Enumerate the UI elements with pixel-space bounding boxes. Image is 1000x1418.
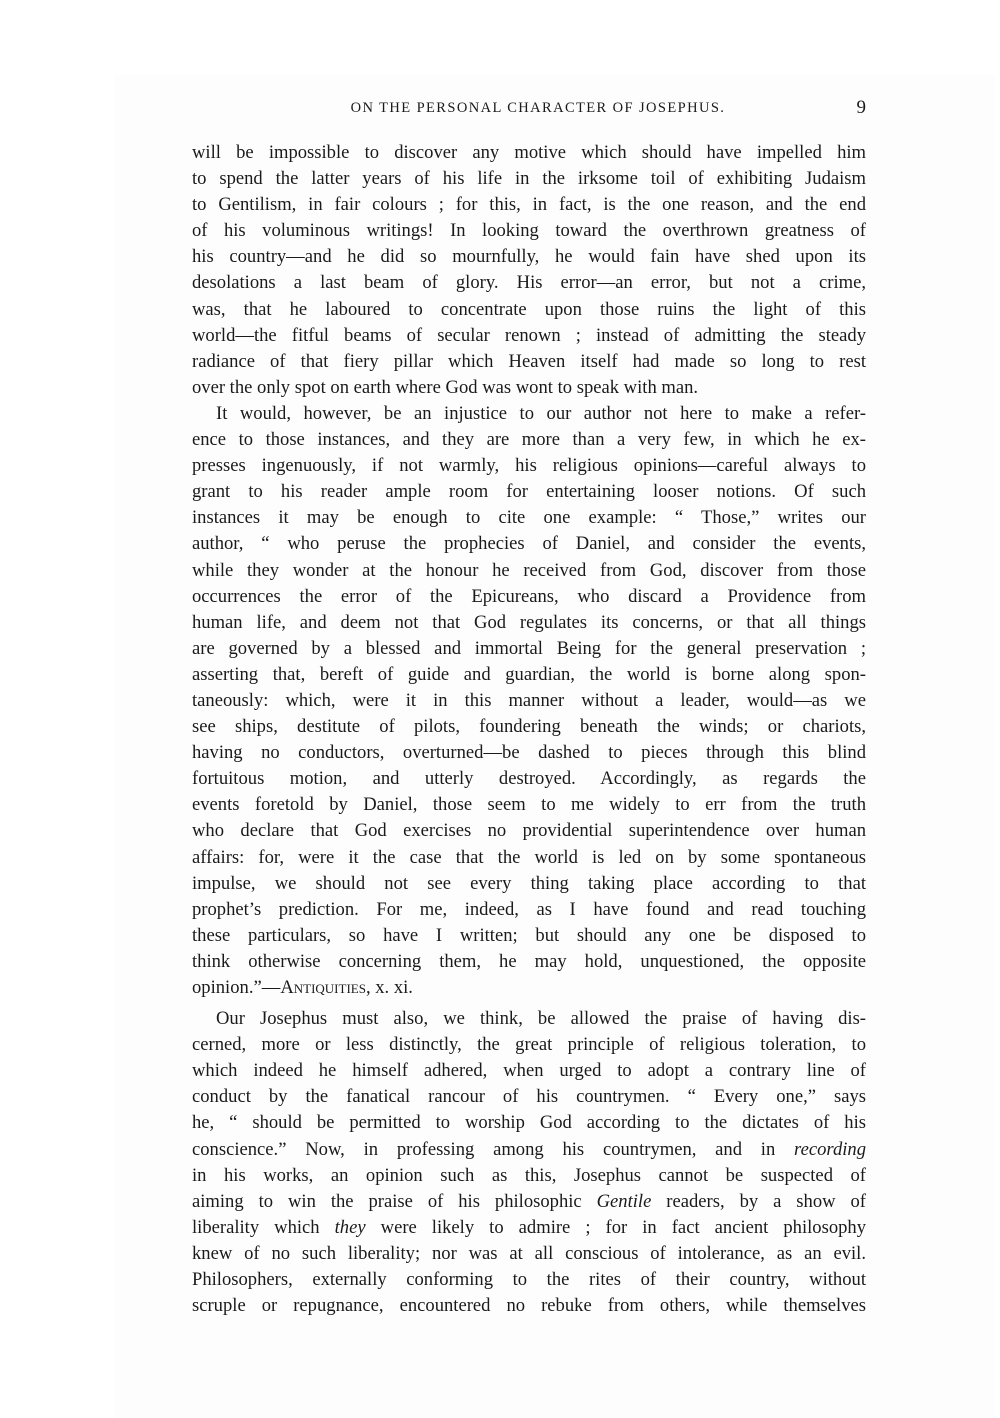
text-line: to Gentilism, in fair colours ; for this, in fact, is the one reason, and the end xyxy=(192,194,866,216)
text-line: while they wonder at the honour he received from God, discover from those xyxy=(192,559,866,581)
emphasis-gentile: Gentile xyxy=(596,1190,652,1212)
text-line: presses ingenuously, if not warmly, his religious opinions—careful always to xyxy=(192,455,866,477)
text-line: he, “ should be permitted to worship God according to the dictates of his xyxy=(192,1112,866,1134)
text-line: who declare that God exercises no providential superintendence over human xyxy=(192,820,866,842)
text-line: over the only spot on earth where God was wont to speak with man. xyxy=(192,376,699,398)
paragraph-1 xyxy=(192,140,866,401)
text-line: desolations a last beam of glory. His error—an error, but not a crime, xyxy=(192,272,866,294)
text-line: will be impossible to discover any motive which should have impelled him xyxy=(192,142,866,163)
paragraph-3 xyxy=(192,1006,866,1319)
body-text xyxy=(192,140,866,1319)
emphasis-they: they xyxy=(334,1216,366,1238)
text-line: world—the fitful beams of secular renown ; instead of admitting the steady xyxy=(192,324,866,346)
text-line: these particulars, so have I written; but should any one be disposed to xyxy=(192,924,866,946)
text-line: was, that he laboured to concentrate upon those ruins the light of this xyxy=(192,298,866,320)
text-line: to spend the latter years of his life in the irksome toil of exhibiting Judaism xyxy=(192,168,866,190)
text-line: affairs: for, were it the case that the world is led on by some spontaneous xyxy=(192,846,866,868)
page-number: 9 xyxy=(856,97,866,118)
text-segment: conscience.” Now, in professing among his countrymen, and in xyxy=(192,1138,795,1160)
text-line xyxy=(192,1215,866,1241)
text-line: taneously: which, were it in this manner without a leader, would—as we xyxy=(192,689,866,711)
text-line: scruple or repugnance, encountered no rebuke from others, while themselves xyxy=(192,1295,866,1317)
text-line: conduct by the fanatical rancour of his countrymen. “ Every one,” says xyxy=(192,1086,866,1108)
text-line: instances it may be enough to cite one example: “ Those,” writes our xyxy=(192,507,866,529)
emphasis-recording: recording xyxy=(794,1138,866,1160)
text-line: impulse, we should not see every thing taking place according to that xyxy=(192,872,866,894)
text-line: radiance of that fiery pillar which Heaven itself had made so long to rest xyxy=(192,350,866,372)
text-line: prophet’s prediction. For me, indeed, as I have found and read touching xyxy=(192,898,866,920)
text-line: ence to those instances, and they are more than a very few, in which he ex- xyxy=(192,429,866,451)
text-line: cerned, more or less distinctly, the great principle of religious toleration, to xyxy=(192,1034,866,1056)
text-line: Our Josephus must also, we think, be allowed the praise of having dis- xyxy=(216,1008,866,1030)
text-line: human life, and deem not that God regulates its concerns, or that all things xyxy=(192,611,866,633)
text-line: see ships, destitute of pilots, foundering beneath the winds; or chariots, xyxy=(192,716,866,738)
citation-title: Antiquities xyxy=(280,977,366,998)
text-line: in his works, an opinion such as this, Josephus cannot be suspected of xyxy=(192,1164,866,1186)
text-line: are governed by a blessed and immortal Being for the general preservation ; xyxy=(192,637,866,659)
text-segment: liberality which xyxy=(192,1216,335,1238)
text-segment: aiming to win the praise of his philosophic xyxy=(192,1190,597,1212)
text-line: of his voluminous writings! In looking toward the overthrown greatness of xyxy=(192,220,866,242)
text-line: asserting that, bereft of guide and guardian, the world is borne along spon- xyxy=(192,663,866,685)
text-line: his country—and he did so mournfully, he would fain have shed upon its xyxy=(192,246,866,268)
text-segment: readers, by a show of xyxy=(651,1190,866,1212)
text-line: grant to his reader ample room for entertaining looser notions. Of such xyxy=(192,481,866,503)
text-line: author, “ who peruse the prophecies of Daniel, and consider the events, xyxy=(192,533,866,555)
text-line: occurrences the error of the Epicureans, who discard a Providence from xyxy=(192,585,866,607)
citation-ref: , x. xi. xyxy=(365,977,413,998)
text-line xyxy=(192,1189,866,1215)
citation-line xyxy=(192,975,866,1001)
running-head xyxy=(192,97,866,122)
text-line: Philosophers, externally conforming to the rites of their country, without xyxy=(192,1269,866,1291)
text-line: think otherwise concerning them, he may hold, unquestioned, the opposite xyxy=(192,950,866,972)
text-segment: were likely to admire ; for in fact ancient philosophy xyxy=(365,1216,867,1238)
paragraph-2 xyxy=(192,401,866,1001)
text-line: It would, however, be an injustice to our author not here to make a refer- xyxy=(216,402,866,424)
quote-end: opinion.”— xyxy=(192,977,281,998)
running-title: ON THE PERSONAL CHARACTER OF JOSEPHUS. xyxy=(350,100,726,116)
text-line: events foretold by Daniel, those seem to me widely to err from the truth xyxy=(192,794,866,816)
text-line: fortuitous motion, and utterly destroyed. Accordingly, as regards the xyxy=(192,768,866,790)
text-line: knew of no such liberality; nor was at all conscious of intolerance, as an evil. xyxy=(192,1242,866,1264)
text-line xyxy=(192,1137,866,1163)
text-line: having no conductors, overturned—be dashed to pieces through this blind xyxy=(192,742,866,764)
text-line: which indeed he himself adhered, when urged to adopt a contrary line of xyxy=(192,1060,866,1082)
